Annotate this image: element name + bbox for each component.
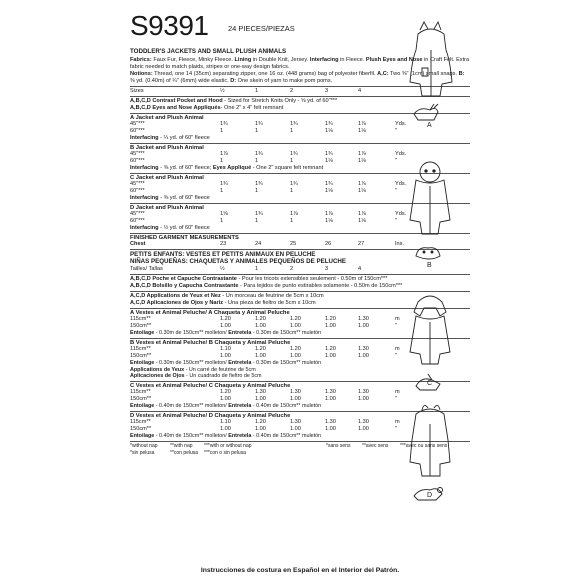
yardage-value: 1.20: [255, 418, 266, 425]
yardage-value: 1: [255, 188, 259, 194]
yardage-value: 1.00: [290, 425, 301, 432]
yardage-value: 1.00: [290, 352, 301, 359]
width-label: 45"***: [130, 121, 145, 127]
yardage-value: 1.30: [358, 316, 369, 322]
yardage-value: 1¾: [220, 121, 228, 127]
yardage-value: 1.00: [325, 352, 336, 359]
yardage-value: 1¾: [255, 121, 263, 127]
yardage-value: 1¾: [290, 151, 298, 157]
unit-label: ": [395, 396, 397, 403]
width-label: 115cm**: [130, 389, 151, 396]
eyes-en: A,B,C,D Eyes and Nose Appliqués- One 2" x 4" felt remnant: [130, 105, 284, 111]
legend: *without nap **with nap ***with or without nap *sans sens **avec sens ***avec ou sans sens *sin pelusa **con pelusa ***con o sin pelusa: [130, 442, 448, 456]
view-title-fr-0: A Vestes et Animal Peluche/ A Chaqueta y Animal Peluche: [130, 310, 290, 316]
yardage-value: 1.30: [290, 389, 301, 396]
yardage-value: 1⅛: [358, 128, 366, 134]
width-label: 150cm**: [130, 323, 152, 329]
yardage-value: 1.30: [358, 345, 369, 352]
yardage-value: 1¾: [255, 211, 263, 217]
unit-label: m: [395, 389, 400, 396]
yardage-value: 1.20: [220, 316, 231, 322]
yardage-value: 1.00: [358, 396, 369, 403]
yardage-value: 1⅛: [325, 218, 333, 224]
yardage-value: 1.30: [325, 418, 336, 425]
yardage-value: 1: [290, 128, 294, 134]
yardage-value: 1.00: [220, 352, 231, 359]
yardage-value: 1.30: [255, 389, 266, 396]
yardage-value: 1.30: [358, 389, 369, 396]
interfacing-text: Interfacing - ¼ yd. of 60" fleece: [130, 135, 210, 141]
yardage-value: 1⅞: [325, 211, 333, 217]
yardage-value: 1.10: [220, 345, 231, 352]
width-label: 60"***: [130, 158, 145, 164]
yardage-value: 1⅛: [358, 188, 366, 194]
width-label: 150cm**: [130, 352, 152, 359]
view-title-fr-1: B Vestes et Animal Peluche/ B Chaqueta y Animal Peluche: [130, 339, 291, 346]
divider: [130, 143, 470, 144]
yardage-value: 1: [255, 158, 259, 164]
width-label: 60"***: [130, 128, 145, 134]
yardage-value: 1.00: [255, 396, 266, 403]
unit-label: Yds.: [395, 181, 407, 187]
sizes-row-en: Sizes ½ 1 2 3 4: [130, 88, 362, 94]
yardage-value: 1: [290, 158, 294, 164]
yardage-value: 1¾: [325, 121, 333, 127]
yardage-value: 1.00: [255, 425, 266, 432]
eyes-es: A,C,D Aplicaciones de Ojos y Nariz - Una pieza de fieltro de 5cm x 10cm: [130, 300, 316, 306]
unit-label: m: [395, 345, 400, 352]
width-label: 115cm**: [130, 418, 151, 425]
notions-text: Notions: Thread, one 14 (35cm) separating zipper, one 16 oz. (448 grams) bag of polyester fiberfil. A,C: Two ⅜" (1cm) small snaps. B: ⅜ yd. (0.40m) of ¼" (6mm) wide elastic. D: One skein of yarn to make pom poms.: [130, 71, 465, 84]
yardage-value: 1: [220, 158, 224, 164]
contrast-es: A,B,C,D Bolsillo y Capucha Contrastante - Para tejidos de punto estirables solamente - 0.50m de 150cm***: [130, 283, 403, 289]
yardage-value: 1: [290, 218, 294, 224]
sizes-row-fr: Tailles/ Tallas ½ 1 2 3 4: [130, 266, 362, 272]
yardage-value: 1: [220, 218, 224, 224]
applications-yeux: Applications de Yeux - Un carré de feutrine de 5cm: [130, 366, 256, 373]
width-label: 45"***: [130, 211, 145, 217]
interfacing-text: Interfacing - ⅜ yd. of 60" fleece: [130, 195, 210, 201]
yardage-value: 1: [220, 188, 224, 194]
entoilage-text: Entoilage - 0.40m de 150cm** molleton/ Entretela - 0.40m de 150cm** muletón: [130, 432, 322, 439]
yardage-value: 1.00: [325, 396, 336, 403]
width-label: 45"***: [130, 181, 145, 187]
yardage-value: 1.20: [290, 345, 301, 352]
yardage-value: 1.00: [255, 352, 266, 359]
title-english: TODDLER'S JACKETS AND SMALL PLUSH ANIMALS: [130, 48, 287, 55]
view-title-fr-2: C Vestes et Animal Peluche/ C Chaqueta y Animal Peluche: [130, 383, 291, 390]
title-spanish: NIÑAS PEQUEÑAS: CHAQUETAS Y ANIMALES PEQUEÑOS DE PELUCHE: [130, 258, 347, 265]
yardage-value: 1.00: [220, 323, 231, 329]
finished-row: Chest 23 24 25 26 27 Ins.: [130, 241, 405, 247]
yardage-value: 1.00: [290, 323, 301, 329]
width-label: 115cm**: [130, 345, 151, 352]
yardage-value: 1.00: [358, 323, 369, 329]
yardage-45-row: [130, 151, 470, 158]
interfacing-text: Interfacing - ½ yd. of 60" fleece: [130, 225, 210, 231]
view-label-c: C: [427, 380, 433, 387]
view-title-0: A Jacket and Plush Animal: [130, 115, 204, 121]
yardage-value: 1¾: [325, 151, 333, 157]
yardage-value: 1.30: [358, 418, 369, 425]
view-label-a: A: [427, 122, 432, 129]
pattern-number: S9391: [130, 10, 209, 41]
yardage-value: 1.20: [220, 389, 231, 396]
yardage-value: 1.20: [325, 345, 336, 352]
yardage-value: 1⅝: [220, 211, 228, 217]
aplicaciones-ojos: Aplicaciones de Ojos - Un cuadrado de fieltro de 5cm: [130, 373, 262, 380]
yardage-value: 1.20: [325, 316, 336, 322]
yardage-value: 1⅛: [358, 218, 366, 224]
yardage-value: 1.30: [290, 418, 301, 425]
yardage-value: 1.10: [220, 418, 231, 425]
yardage-value: 1.30: [325, 389, 336, 396]
yardage-value: 1: [255, 128, 259, 134]
unit-label: Yds.: [395, 121, 407, 127]
yardage-value: 1.00: [358, 425, 369, 432]
unit-label: ": [395, 158, 397, 164]
unit-label: ": [395, 218, 397, 224]
yardage-value: 1¾: [290, 181, 298, 187]
yardage-value: 1.00: [290, 396, 301, 403]
yardage-value: 1⅛: [358, 158, 366, 164]
yardage-value: 1: [290, 188, 294, 194]
yardage-value: 1¾: [255, 181, 263, 187]
yardage-value: 1⅞: [358, 211, 366, 217]
yardage-value: 1: [220, 128, 224, 134]
view-a-illustration: [400, 20, 460, 130]
yardage-value: 1.00: [325, 425, 336, 432]
yardage-value: 1.00: [255, 323, 266, 329]
yardage-value: 1.20: [255, 345, 266, 352]
unit-label: ": [395, 352, 397, 359]
view-title-1: B Jacket and Plush Animal: [130, 145, 204, 151]
contrast-fr: A,B,C,D Poche et Capuche Contrastante - Pour les tricots extensibles seulement - 0.50m of 150cm***: [130, 276, 388, 282]
pieces-count: 24 PIECES/PIEZAS: [228, 24, 295, 33]
unit-label: ": [395, 188, 397, 194]
interfacing-text: Interfacing - ⅜ yd. of 60" fleece; Eyes Appliqué - One 2" square felt remnant: [130, 165, 324, 171]
fabrics-text: Fabrics: Faux Fur, Fleece, Minky Fleece. Lining in Double Knit, Jersey. Interfacing in Fleece. Plush Eyes and Nose in Craft Felt. Extra fabric needed to match plaids, stripes or one-way design fabrics.: [130, 57, 470, 70]
view-label-d: D: [427, 492, 433, 499]
width-label: 115cm**: [130, 316, 151, 322]
yardage-value: 1¾: [325, 181, 333, 187]
entoilage-text: Entoilage - 0.30m de 150cm** molleton/ Entretela - 0.30m de 150cm** muletón: [130, 330, 322, 336]
unit-label: m: [395, 316, 400, 322]
yardage-value: 1.00: [220, 425, 231, 432]
contrast-en: A,B,C,D Contrast Pocket and Hood - Sized for Stretch Knits Only - ⅝ yd. of 60"***: [130, 98, 338, 104]
yardage-value: 1: [255, 218, 259, 224]
yardage-value: 1⅛: [325, 158, 333, 164]
view-title-fr-3: D Vestes et Animal Peluche/ D Chaqueta y Animal Peluche: [130, 412, 291, 419]
unit-label: Yds.: [395, 211, 407, 217]
yardage-value: 1.00: [325, 323, 336, 329]
view-title-2: C Jacket and Plush Animal: [130, 175, 204, 181]
entoilage-text: Entoilage - 0.30m de 150cm** molleton/ Entretela - 0.30m de 150cm** muletón: [130, 359, 322, 366]
yardage-value: 1.20: [290, 316, 301, 322]
yardage-value: 1⅞: [358, 181, 366, 187]
width-label: 150cm**: [130, 425, 152, 432]
yardage-value: 1¾: [255, 151, 263, 157]
yardage-value: 1⅞: [358, 151, 366, 157]
footer-note: Instrucciones de costura en Español en el Interior del Patrón.: [200, 567, 400, 574]
yardage-value: 1⅞: [290, 211, 298, 217]
unit-label: ": [395, 425, 397, 432]
unit-label: ": [395, 323, 397, 329]
finished-title: FINISHED GARMENT MEASUREMENTS: [130, 235, 239, 241]
yardage-value: 1⅞: [220, 151, 228, 157]
unit-label: ": [395, 128, 397, 134]
view-title-3: D Jacket and Plush Animal: [130, 205, 204, 211]
yardage-value: 1.00: [220, 396, 231, 403]
title-french: PETITS ENFANTS: VESTES ET PETITS ANIMAUX EN PELUCHE: [130, 251, 316, 258]
yardage-value: 1⅛: [325, 128, 333, 134]
yardage-value: 1¾: [290, 121, 298, 127]
yardage-value: 1¾: [220, 181, 228, 187]
view-label-b: B: [427, 262, 432, 269]
yardage-value: 1.20: [255, 316, 266, 322]
eyes-fr: A,C,D Applications de Yeux et Nez - Un morceau de feutrine de 5cm x 10cm: [130, 293, 324, 299]
width-label: 45"***: [130, 151, 145, 157]
view-b-illustration: [400, 160, 460, 270]
unit-label: m: [395, 418, 400, 425]
yardage-value: 1⅞: [358, 121, 366, 127]
yardage-value: 1⅛: [325, 188, 333, 194]
width-label: 60"***: [130, 218, 145, 224]
entoilage-text: Entoilage - 0.40m de 150cm** molleton/ Entretela - 0.40m de 150cm** muletón: [130, 403, 322, 410]
yardage-value: 1.00: [358, 352, 369, 359]
width-label: 60"***: [130, 188, 145, 194]
width-label: 150cm**: [130, 396, 152, 403]
unit-label: Yds.: [395, 151, 407, 157]
